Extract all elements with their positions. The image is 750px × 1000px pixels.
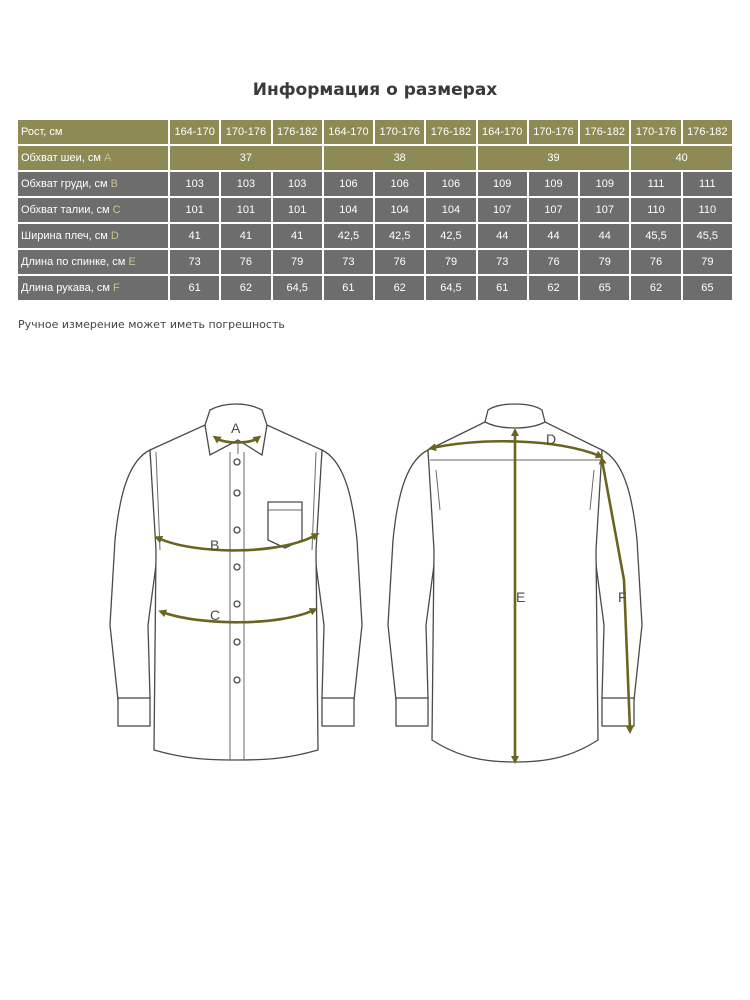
measurement-cell: 101 <box>221 198 270 222</box>
measurement-cell: 103 <box>273 172 322 196</box>
measurement-cell: 73 <box>324 250 373 274</box>
measurement-cell: 103 <box>170 172 219 196</box>
front-button <box>234 527 240 533</box>
measurement-cell: 104 <box>375 198 424 222</box>
neck-size-cell: 37 <box>170 146 322 170</box>
height-cell: 164-170 <box>478 120 527 144</box>
measurement-cell: 41 <box>273 224 322 248</box>
measurement-cell: 76 <box>529 250 578 274</box>
measurement-cell: 42,5 <box>375 224 424 248</box>
height-cell: 176-182 <box>580 120 629 144</box>
front-shirt <box>110 404 362 760</box>
measurement-cell: 65 <box>683 276 732 300</box>
height-cell: 170-176 <box>221 120 270 144</box>
height-cell: 164-170 <box>170 120 219 144</box>
measurement-cell: 107 <box>580 198 629 222</box>
front-button <box>234 490 240 496</box>
measurement-row <box>18 276 732 300</box>
height-cell: 176-182 <box>273 120 322 144</box>
shirt-measurement-diagram <box>0 380 750 780</box>
height-cell: 170-176 <box>529 120 578 144</box>
measurement-cell: 79 <box>273 250 322 274</box>
measure-label-a: A <box>231 420 241 436</box>
measurement-row-label: Длина по спинке, см E <box>18 250 168 274</box>
measurement-cell: 106 <box>324 172 373 196</box>
height-cell: 176-182 <box>426 120 475 144</box>
height-cell: 170-176 <box>375 120 424 144</box>
height-cell: 164-170 <box>324 120 373 144</box>
measurement-cell: 79 <box>580 250 629 274</box>
measurement-cell: 64,5 <box>426 276 475 300</box>
measure-label-f: F <box>618 589 627 605</box>
height-row-label: Рост, см <box>18 120 168 144</box>
front-pocket <box>268 502 302 548</box>
neck-row-label: Обхват шеи, см A <box>18 146 168 170</box>
front-right-sleeve <box>314 450 362 700</box>
measurement-cell: 110 <box>631 198 680 222</box>
measurement-cell: 101 <box>170 198 219 222</box>
front-left-cuff <box>118 698 150 726</box>
height-cell: 170-176 <box>631 120 680 144</box>
measurement-cell: 106 <box>426 172 475 196</box>
measure-label-d: D <box>546 431 557 447</box>
neck-size-cell: 40 <box>631 146 732 170</box>
measurement-cell: 79 <box>683 250 732 274</box>
neck-size-cell: 38 <box>324 146 476 170</box>
page-title: Информация о размерах <box>252 80 498 100</box>
measurement-row <box>18 224 732 248</box>
measurement-cell: 109 <box>478 172 527 196</box>
measurement-row <box>18 172 732 196</box>
measurement-cell: 62 <box>375 276 424 300</box>
front-left-sleeve <box>110 450 158 700</box>
measurement-cell: 61 <box>478 276 527 300</box>
measurement-cell: 44 <box>580 224 629 248</box>
front-button <box>234 639 240 645</box>
measurement-cell: 76 <box>221 250 270 274</box>
measurement-cell: 61 <box>170 276 219 300</box>
measurement-cell: 109 <box>529 172 578 196</box>
height-row <box>18 120 732 144</box>
front-button <box>234 564 240 570</box>
measurement-cell: 41 <box>221 224 270 248</box>
measurement-cell: 65 <box>580 276 629 300</box>
measurement-cell: 103 <box>221 172 270 196</box>
measurement-cell: 111 <box>683 172 732 196</box>
measurement-cell: 79 <box>426 250 475 274</box>
measurement-cell: 41 <box>170 224 219 248</box>
measurement-row <box>18 198 732 222</box>
measurement-row-label: Длина рукава, см F <box>18 276 168 300</box>
front-body <box>150 425 322 760</box>
measurement-cell: 62 <box>221 276 270 300</box>
neck-size-cell: 39 <box>478 146 630 170</box>
measurement-cell: 42,5 <box>324 224 373 248</box>
size-table <box>16 118 734 302</box>
measurement-note: Ручное измерение может иметь погрешность <box>18 318 285 331</box>
measurement-cell: 73 <box>170 250 219 274</box>
front-button <box>234 677 240 683</box>
measurement-cell: 107 <box>529 198 578 222</box>
measurement-cell: 42,5 <box>426 224 475 248</box>
front-right-cuff <box>322 698 354 726</box>
measurement-cell: 76 <box>631 250 680 274</box>
measurement-row-label: Обхват талии, см C <box>18 198 168 222</box>
back-left-sleeve <box>388 450 436 700</box>
measurement-cell: 45,5 <box>631 224 680 248</box>
measurement-cell: 62 <box>529 276 578 300</box>
measurement-cell: 104 <box>324 198 373 222</box>
measurement-row-label: Ширина плеч, см D <box>18 224 168 248</box>
front-button <box>234 601 240 607</box>
measurement-row <box>18 250 732 274</box>
measurement-cell: 106 <box>375 172 424 196</box>
measurement-cell: 76 <box>375 250 424 274</box>
measurement-cell: 110 <box>683 198 732 222</box>
back-right-sleeve <box>594 450 642 700</box>
measurement-row-label: Обхват груди, см B <box>18 172 168 196</box>
measure-label-b: B <box>210 537 220 553</box>
measurement-cell: 111 <box>631 172 680 196</box>
back-shirt <box>388 404 642 762</box>
measure-label-c: C <box>210 607 221 623</box>
back-left-cuff <box>396 698 428 726</box>
neck-row <box>18 146 732 170</box>
front-button <box>234 459 240 465</box>
measurement-cell: 62 <box>631 276 680 300</box>
measurement-cell: 64,5 <box>273 276 322 300</box>
measurement-cell: 109 <box>580 172 629 196</box>
back-collar <box>485 404 545 428</box>
measurement-cell: 73 <box>478 250 527 274</box>
measurement-cell: 104 <box>426 198 475 222</box>
height-cell: 176-182 <box>683 120 732 144</box>
measure-label-e: E <box>516 589 526 605</box>
measurement-cell: 44 <box>478 224 527 248</box>
measurement-cell: 101 <box>273 198 322 222</box>
measurement-cell: 45,5 <box>683 224 732 248</box>
measurement-cell: 61 <box>324 276 373 300</box>
measurement-cell: 107 <box>478 198 527 222</box>
measurement-cell: 44 <box>529 224 578 248</box>
